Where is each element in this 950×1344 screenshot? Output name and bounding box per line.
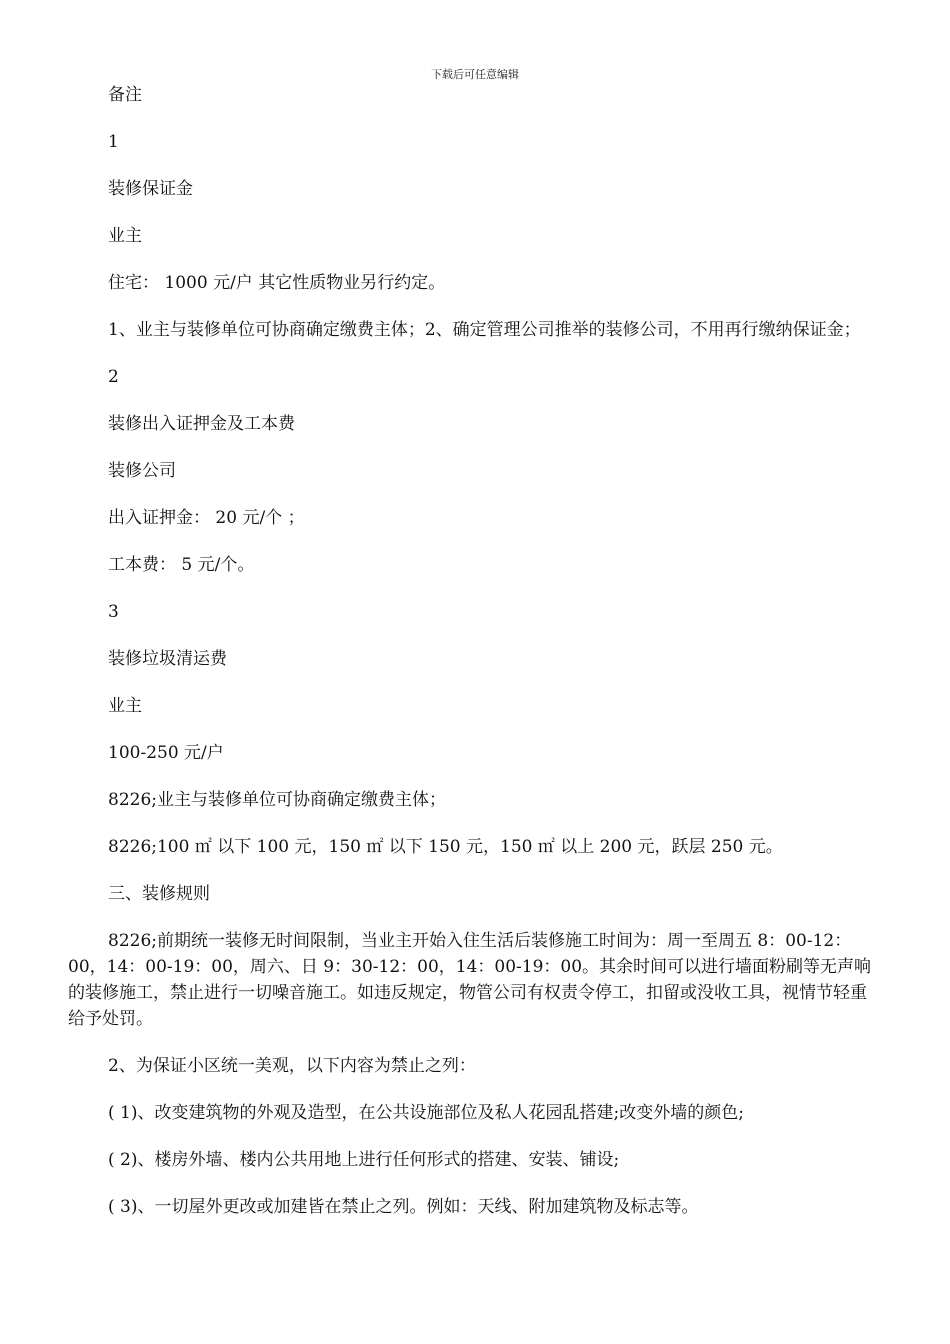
paragraph-deposit-notes: 1、业主与装修单位可协商确定缴费主体；2、确定管理公司推举的装修公司，不用再行缴纳保证金； [108, 320, 861, 340]
paragraph-waste-payer: 业主 [108, 696, 142, 716]
paragraph-waste-note-1: 8226;业主与装修单位可协商确定缴费主体； [108, 790, 446, 810]
paragraph-pass-title: 装修出入证押金及工本费 [108, 414, 295, 434]
page-header-note: 下载后可任意编辑 [431, 68, 519, 81]
paragraph-item-number-1: 1 [108, 132, 119, 152]
paragraph-item-number-3: 3 [108, 602, 119, 622]
paragraph-rules-prohibited-intro: 2、为保证小区统一美观，以下内容为禁止之列： [108, 1056, 476, 1076]
paragraph-waste-amount: 100-250 元/户 [108, 743, 224, 763]
paragraph-pass-fee: 工本费： 5 元/个。 [108, 555, 255, 575]
paragraph-item-number-2: 2 [108, 367, 119, 387]
paragraph-remark: 备注 [108, 85, 142, 105]
paragraph-pass-payer: 装修公司 [108, 461, 176, 481]
section-heading-rules: 三、装修规则 [108, 884, 210, 904]
paragraph-waste-note-2: 8226;100 ㎡ 以下 100 元，150 ㎡ 以下 150 元，150 ㎡ 以上 200 元，跃层 250 元。 [108, 837, 783, 857]
paragraph-deposit-amount: 住宅： 1000 元/户 其它性质物业另行约定。 [108, 273, 446, 293]
paragraph-rules-time: 8226;前期统一装修无时间限制，当业主开始入住生活后装修施工时间为：周一至周五 8：00-12：00，14：00-19：00，周六、日 9：30-12：00，14：00-19：00。其余时间可以进行墙面粉刷等无声响的装修施工，禁止进行一切噪音施工。如违反规定，物管公司有权责令停工，扣留或没收工具，视情节轻重给予处罚。 [68, 931, 872, 1029]
paragraph-rules-prohibited-1: ( 1)、改变建筑物的外观及造型，在公共设施部位及私人花园乱搭建;改变外墙的颜色; [108, 1103, 744, 1123]
paragraph-rules-prohibited-2: ( 2)、楼房外墙、楼内公共用地上进行任何形式的搭建、安装、铺设; [108, 1150, 620, 1170]
document-body [68, 82, 880, 1241]
paragraph-deposit-payer: 业主 [108, 226, 142, 246]
paragraph-pass-deposit: 出入证押金： 20 元/个 ； [108, 508, 305, 528]
paragraph-rules-prohibited-3: ( 3)、一切屋外更改或加建皆在禁止之列。例如：天线、附加建筑物及标志等。 [108, 1197, 699, 1217]
paragraph-waste-title: 装修垃圾清运费 [108, 649, 227, 669]
paragraph-deposit-title: 装修保证金 [108, 179, 193, 199]
